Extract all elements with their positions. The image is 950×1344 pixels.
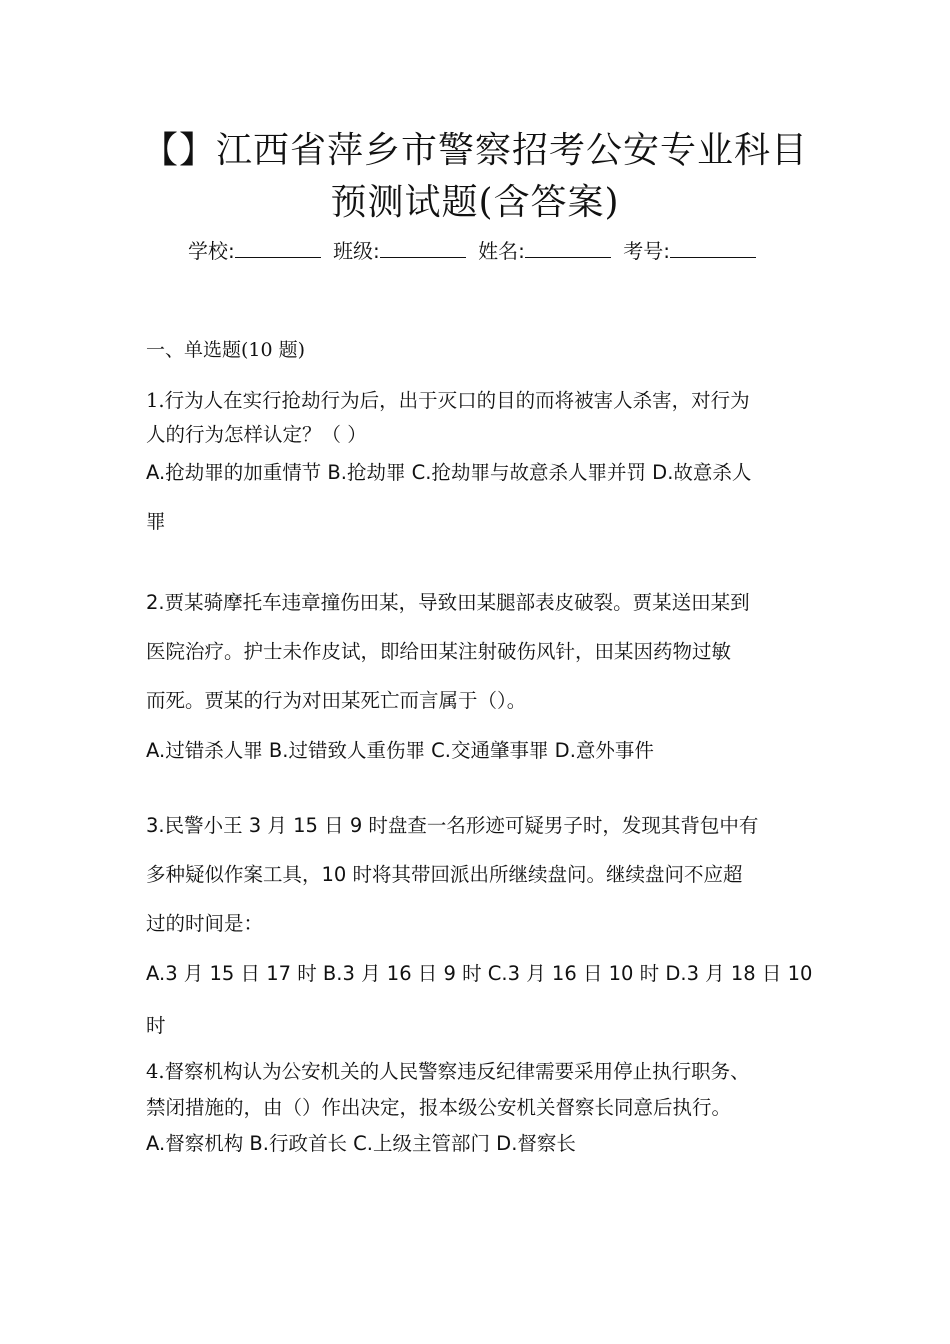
school-label: 学校: (187, 239, 235, 263)
question-1-options-line2: 罪 (146, 510, 166, 533)
question-1-options-line1: A.抢劫罪的加重情节 B.抢劫罪 C.抢劫罪与故意杀人罪并罚 D.故意杀人 (146, 461, 752, 484)
question-4-stem-line2: 禁闭措施的，由（）作出决定，报本级公安机关督察长同意后执行。 (146, 1096, 732, 1119)
question-2-stem-line3: 而死。贾某的行为对田某死亡而言属于（）。 (146, 689, 527, 712)
school-blank (235, 237, 321, 258)
question-1-stem-line1: 1.行为人在实行抢劫行为后，出于灭口的目的而将被害人杀害，对行为 (146, 389, 750, 412)
question-2-options-line1: A.过错杀人罪 B.过错致人重伤罪 C.交通肇事罪 D.意外事件 (146, 739, 654, 762)
document-title-line1: 【】江西省萍乡市警察招考公安专业科目 (141, 130, 808, 171)
section-heading: 一、单选题(10 题) (146, 339, 306, 361)
question-1-stem-line2: 人的行为怎样认定？（ ） (146, 423, 367, 446)
name-blank (525, 237, 611, 258)
question-2-stem-line2: 医院治疗。护士未作皮试，即给田某注射破伤风针，田某因药物过敏 (146, 640, 732, 663)
question-3-stem-line3: 过的时间是： (146, 912, 264, 935)
question-4-stem-line1: 4.督察机构认为公安机关的人民警察违反纪律需要采用停止执行职务、 (146, 1060, 750, 1083)
class-blank (380, 237, 466, 258)
question-2 (146, 578, 814, 776)
class-label: 班级: (333, 239, 380, 263)
student-info-fields (0, 236, 950, 266)
question-4-options-line1: A.督察机构 B.行政首长 C.上级主管部门 D.督察长 (146, 1132, 576, 1155)
name-label: 姓名: (478, 239, 525, 263)
question-3-stem-line1: 3.民警小王 3 月 15 日 9 时盘查一名形迹可疑男子时，发现其背包中有 (146, 814, 759, 837)
document-title-line2: 预测试题(含答案) (330, 182, 620, 223)
number-label: 考号: (623, 239, 671, 263)
question-3-options-line1: A.3 月 15 日 17 时 B.3 月 16 日 9 时 C.3 月 16 日 10 时 D.3 月 18 日 10 时 (146, 962, 813, 1037)
question-3 (146, 801, 814, 1052)
question-4 (146, 1054, 814, 1162)
question-2-stem-line1: 2.贾某骑摩托车违章撞伤田某，导致田某腿部表皮破裂。贾某送田某到 (146, 591, 750, 614)
question-1 (146, 384, 814, 546)
number-blank (670, 237, 756, 258)
question-3-stem-line2: 多种疑似作案工具，10 时将其带回派出所继续盘问。继续盘问不应超 (146, 863, 743, 886)
